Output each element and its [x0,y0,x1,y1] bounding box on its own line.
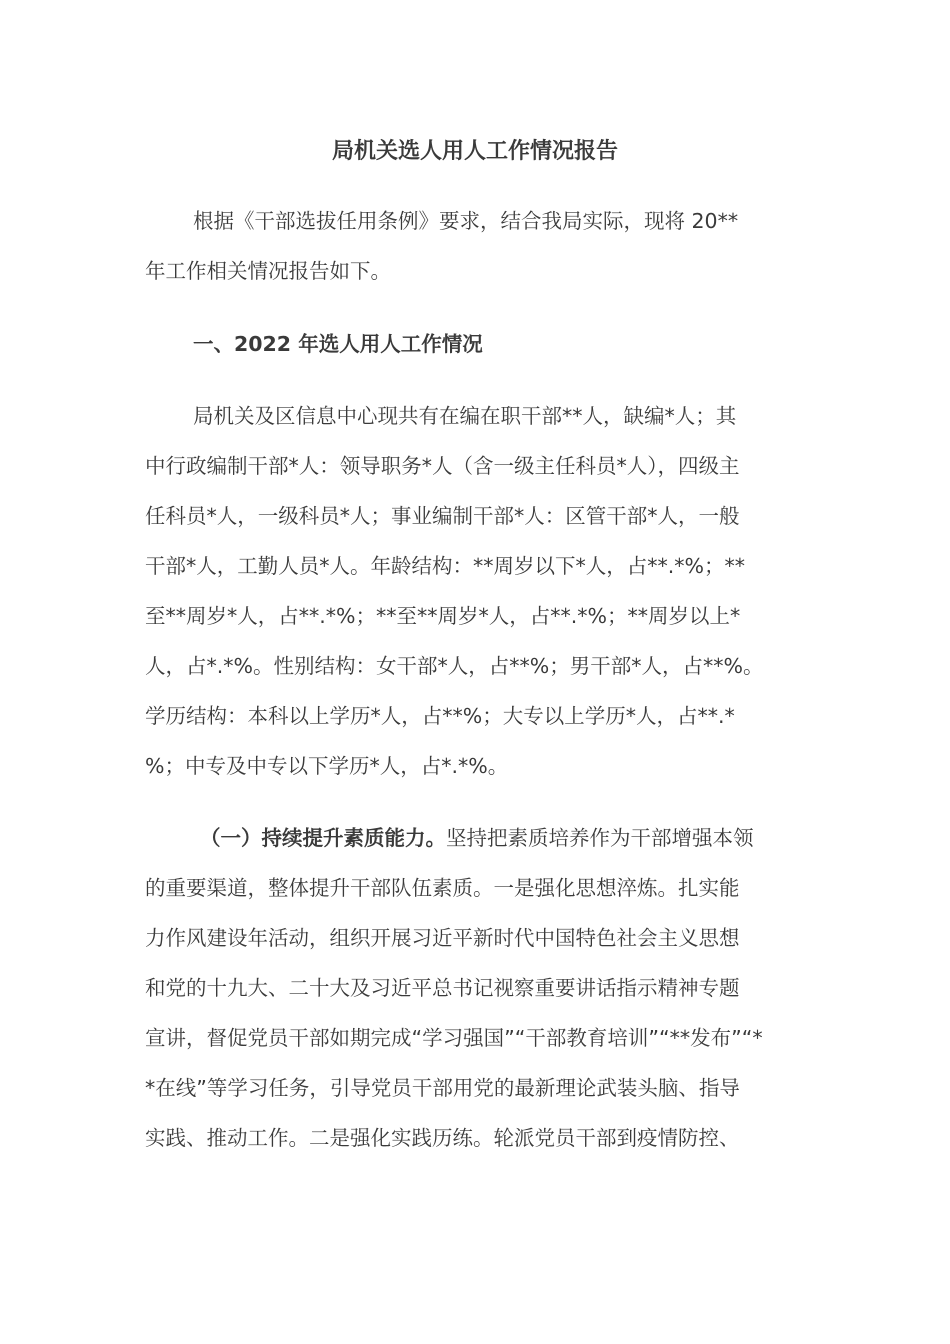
document-title: 局机关选人用人工作情况报告 [331,139,618,164]
section-1-line-6: 人，占*.*%。性别结构：女干部*人，占**%；男干部*人，占**%。 [145,654,764,678]
section-1-line-5: 至**周岁*人，占**.*%；**至**周岁*人，占**.*%；**周岁以上* [145,604,741,628]
subsection-1-line-3: 力作风建设年活动，组织开展习近平新时代中国特色社会主义思想 [145,926,740,950]
intro-line-2: 年工作相关情况报告如下。 [145,259,391,283]
subsection-1-heading: （一）持续提升素质能力。 [200,826,446,850]
subsection-1-line-2: 的重要渠道，整体提升干部队伍素质。一是强化思想淬炼。扎实能 [145,876,740,900]
section-1-line-1: 局机关及区信息中心现共有在编在职干部**人，缺编*人；其 [193,404,737,428]
subsection-1-line-5: 宣讲，督促党员干部如期完成“学习强国”“干部教育培训”“**发布”“* [145,1026,763,1050]
subsection-1-first-line-text: 坚持把素质培养作为干部增强本领 [446,826,754,850]
section-1-line-7: 学历结构：本科以上学历*人，占**%；大专以上学历*人，占**.* [145,704,735,728]
section-1-line-2: 中行政编制干部*人：领导职务*人（含一级主任科员*人），四级主 [145,454,740,478]
subsection-1-line-6: *在线”等学习任务，引导党员干部用党的最新理论武装头脑、指导 [145,1076,740,1100]
subsection-1-first-line [200,822,754,854]
section-1-line-4: 干部*人，工勤人员*人。年龄结构：**周岁以下*人，占**.*%；** [145,554,745,578]
subsection-1-line-7: 实践、推动工作。二是强化实践历练。轮派党员干部到疫情防控、 [145,1126,740,1150]
section-1-line-3: 任科员*人，一级科员*人；事业编制干部*人：区管干部*人，一般 [145,504,740,528]
intro-line-1: 根据《干部选拔任用条例》要求，结合我局实际，现将 20** [193,209,739,233]
section-1-heading: 一、2022 年选人用人工作情况 [193,332,483,356]
subsection-1-line-4: 和党的十九大、二十大及习近平总书记视察重要讲话指示精神专题 [145,976,740,1000]
section-1-line-8: %；中专及中专以下学历*人，占*.*%。 [145,754,509,778]
